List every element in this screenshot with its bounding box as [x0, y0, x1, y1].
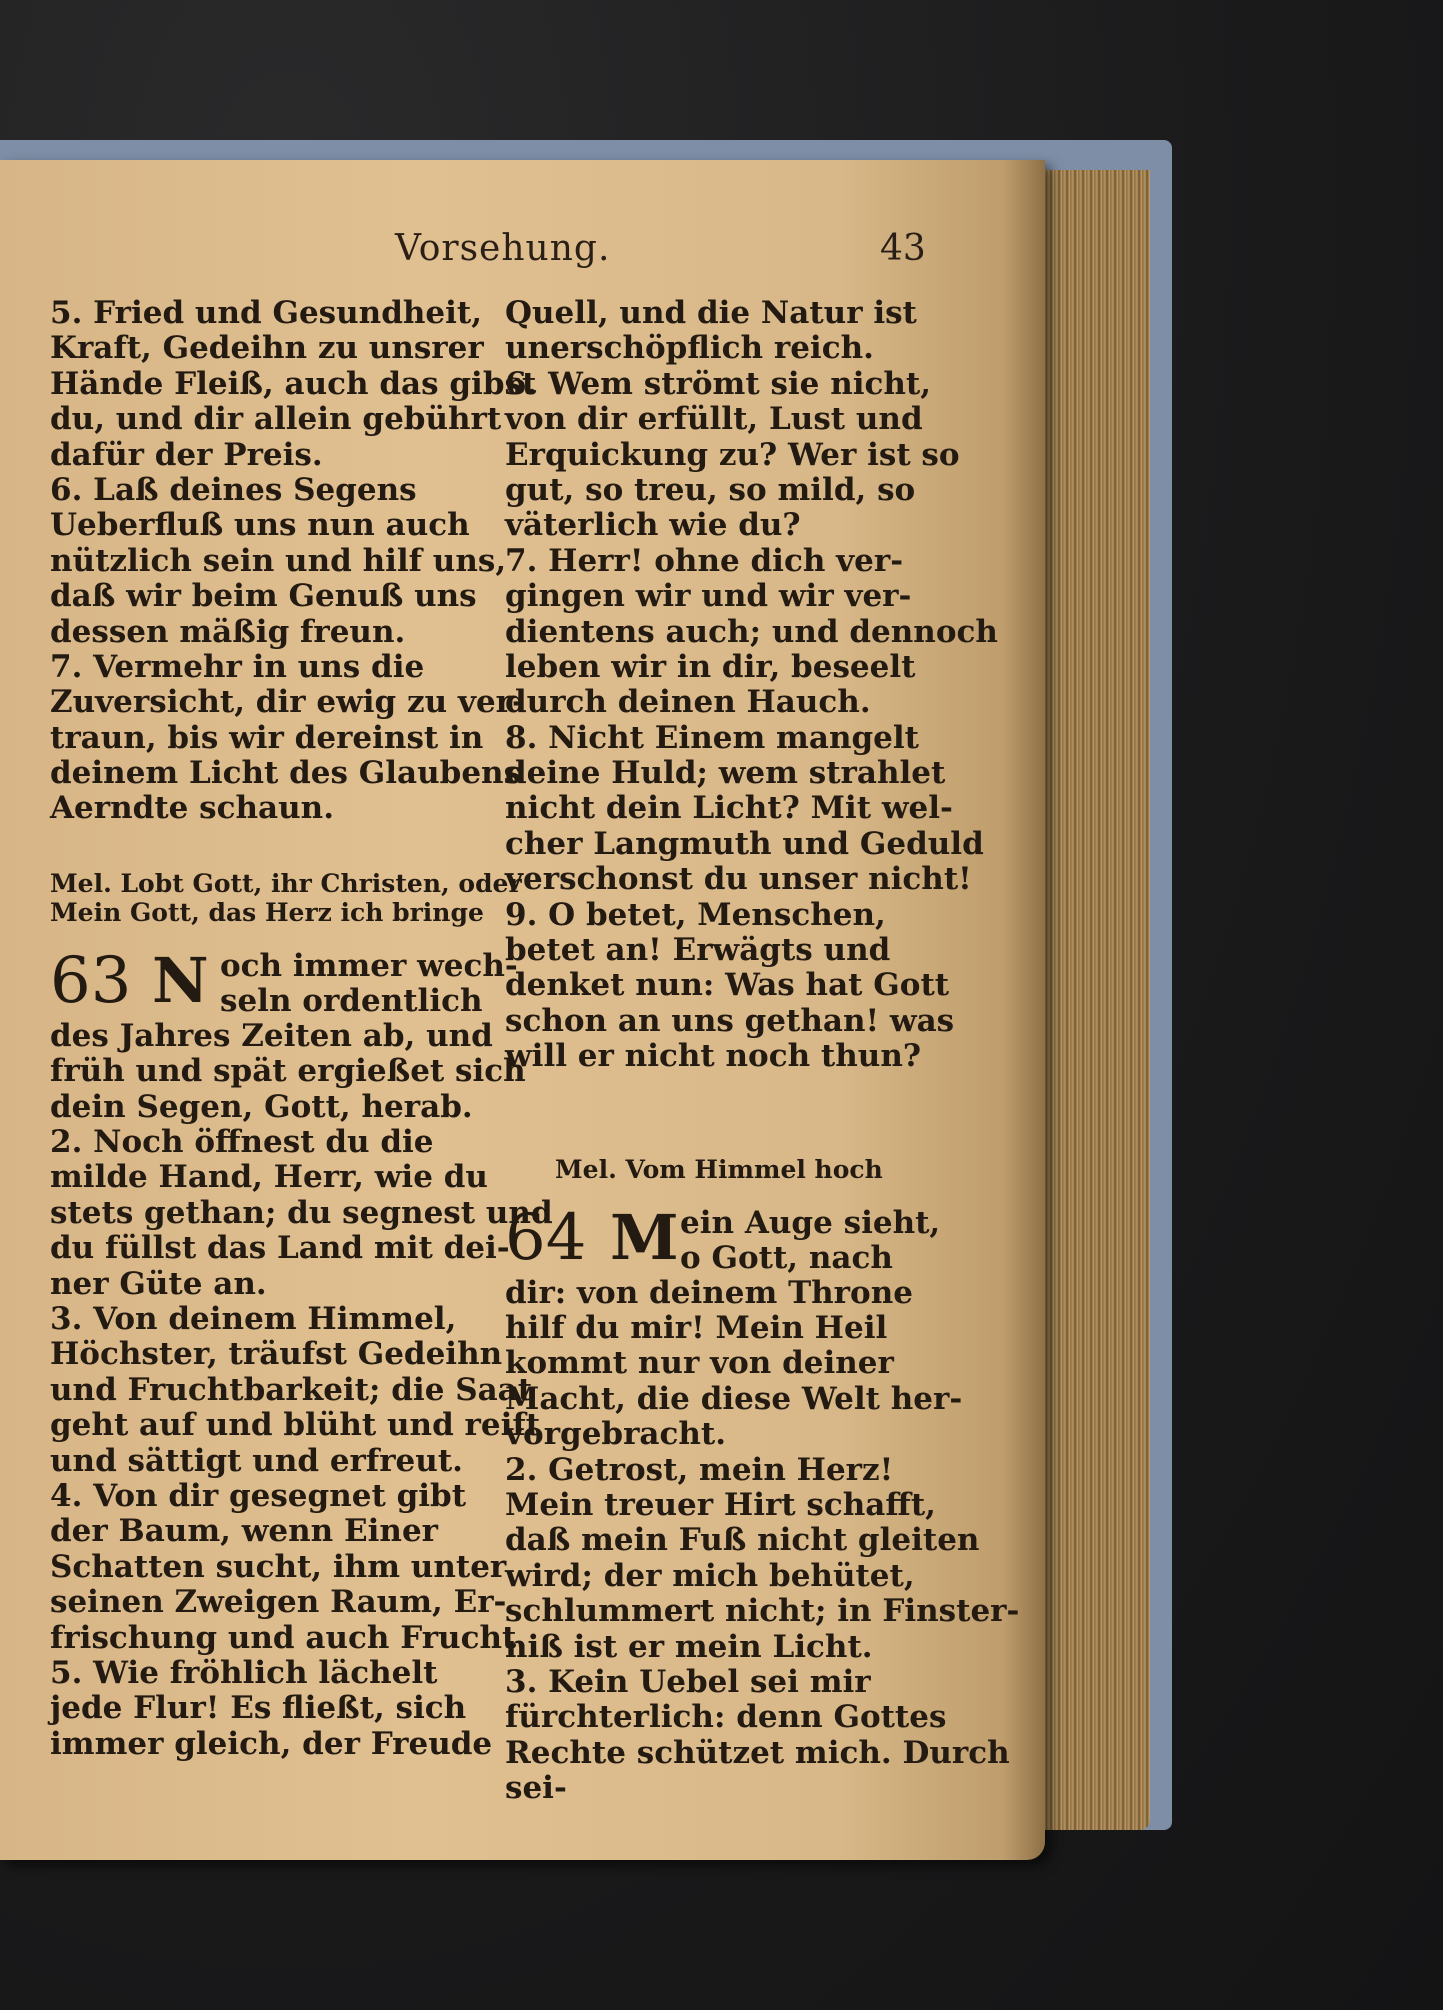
left-verses-top [50, 295, 537, 827]
text-line: schlummert nicht; in Finster- [505, 1593, 1020, 1630]
text-line: des Jahres Zeiten ab, und [50, 1017, 493, 1054]
text-line: ner Güte an. [50, 1265, 267, 1302]
text-line: von dir erfüllt, Lust und [505, 401, 923, 438]
text-line: sei- [505, 1770, 567, 1807]
text-line: traun, bis wir dereinst in [50, 719, 484, 756]
drop-initial: M [610, 1200, 679, 1274]
text-line: cher Langmuth und Geduld [505, 825, 984, 862]
hymn-63-opening [50, 943, 518, 1020]
drop-initial: N [152, 943, 209, 1017]
text-line: Hände Fleiß, auch das gibst [50, 365, 537, 402]
text-line: 3. Von deinem Himmel, [50, 1300, 457, 1337]
text-line: wird; der mich behütet, [505, 1557, 915, 1594]
hymn-number: 63 [50, 943, 132, 1018]
text-line: Quell, und die Natur ist [505, 295, 917, 331]
text-line: verschonst du unser nicht! [505, 861, 972, 898]
text-line: durch deinen Hauch. [505, 684, 871, 721]
page-number: 43 [880, 228, 926, 269]
text-line: nützlich sein und hilf uns, [50, 542, 507, 579]
text-line: daß mein Fuß nicht gleiten [505, 1522, 980, 1559]
text-line: 9. O betet, Menschen, [505, 896, 886, 933]
text-line: 7. Vermehr in uns die [50, 648, 425, 685]
text-line: Zuversicht, dir ewig zu ver- [50, 684, 525, 721]
melody-line: Mein Gott, das Herz ich bringe [50, 897, 484, 927]
text-line: nicht dein Licht? Mit wel- [505, 790, 953, 827]
text-line: Höchster, träufst Gedeihn [50, 1336, 503, 1373]
text-line: o Gott, nach [680, 1239, 893, 1276]
text-line: 5. Wie fröhlich lächelt [50, 1654, 438, 1691]
text-line: Macht, die diese Welt her- [505, 1380, 963, 1417]
text-line: Erquickung zu? Wer ist so [505, 436, 960, 473]
text-line: schon an uns gethan! was [505, 1002, 955, 1039]
text-line: 6. Wem strömt sie nicht, [505, 365, 932, 402]
text-line: väterlich wie du? [505, 507, 801, 544]
text-line: milde Hand, Herr, wie du [50, 1159, 488, 1196]
text-line: deinem Licht des Glaubens [50, 755, 522, 792]
text-line: unerschöpflich reich. [505, 330, 874, 367]
text-line: kommt nur von deiner [505, 1345, 894, 1382]
text-line: und Fruchtbarkeit; die Saat [50, 1371, 533, 1408]
text-line: 2. Noch öffnest du die [50, 1124, 434, 1161]
text-line: ein Auge sieht, [680, 1204, 941, 1241]
text-line: vorgebracht. [505, 1416, 727, 1453]
text-line: jede Flur! Es fließt, sich [50, 1690, 467, 1727]
text-line: du füllst das Land mit dei- [50, 1230, 510, 1267]
text-line: niß ist er mein Licht. [505, 1628, 873, 1665]
text-line: seln ordentlich [220, 983, 483, 1020]
text-line: 7. Herr! ohne dich ver- [505, 542, 904, 579]
text-line: 4. Von dir gesegnet gibt [50, 1477, 467, 1514]
text-line: und sättigt und erfreut. [50, 1442, 463, 1479]
right-column [505, 295, 1020, 1807]
text-line: gut, so treu, so mild, so [505, 471, 916, 508]
text-line: denket nun: Was hat Gott [505, 967, 950, 1004]
text-line: geht auf und blüht und reift [50, 1407, 541, 1444]
text-line: stets gethan; du segnest und [50, 1194, 553, 1231]
text-line: Mein treuer Hirt schafft, [505, 1486, 936, 1523]
hymn-number: 64 [505, 1200, 587, 1275]
text-line: 5. Fried und Gesundheit, [50, 295, 483, 331]
right-verses-top [505, 295, 998, 1075]
text-line: 3. Kein Uebel sei mir [505, 1663, 871, 1700]
text-line: du, und dir allein gebührt [50, 401, 502, 438]
text-line: Schatten sucht, ihm unter [50, 1548, 507, 1585]
text-line: hilf du mir! Mein Heil [505, 1309, 888, 1346]
text-line: dir: von deinem Throne [505, 1274, 913, 1311]
text-line: will er nicht noch thun? [505, 1038, 922, 1075]
text-line: Ueberfluß uns nun auch [50, 507, 470, 544]
text-line: frischung und auch Frucht. [50, 1619, 528, 1656]
hymn-64-opening [505, 1200, 941, 1276]
text-line: Aerndte schaun. [50, 790, 334, 827]
text-line: Kraft, Gedeihn zu unsrer [50, 330, 484, 367]
text-line: fürchterlich: denn Gottes [505, 1699, 947, 1736]
text-line: 8. Nicht Einem mangelt [505, 719, 919, 756]
text-line: dein Segen, Gott, herab. [50, 1088, 473, 1125]
text-line: der Baum, wenn Einer [50, 1513, 439, 1550]
text-line: früh und spät ergießet sich [50, 1053, 526, 1090]
page-edges [1030, 170, 1150, 1830]
text-line: dessen mäßig freun. [50, 613, 406, 650]
text-line: immer gleich, der Freude [50, 1725, 493, 1762]
text-line: betet an! Erwägts und [505, 932, 891, 969]
melody-line: Mel. Lobt Gott, ihr Christen, oder [50, 868, 522, 898]
running-head-title: Vorsehung. [395, 228, 611, 269]
right-verses-bottom [505, 1274, 1020, 1807]
text-line: dafür der Preis. [50, 436, 323, 473]
text-line: 2. Getrost, mein Herz! [505, 1451, 894, 1488]
text-line: leben wir in dir, beseelt [505, 648, 916, 685]
text-line: 6. Laß deines Segens [50, 471, 417, 508]
text-line: daß wir beim Genuß uns [50, 578, 477, 615]
text-line: seinen Zweigen Raum, Er- [50, 1584, 507, 1621]
text-line: och immer wech- [220, 947, 518, 984]
text-line: gingen wir und wir ver- [505, 578, 912, 615]
melody-line: Mel. Vom Himmel hoch [555, 1154, 883, 1184]
text-line: dientens auch; und dennoch [505, 613, 998, 650]
text-line: deine Huld; wem strahlet [505, 755, 946, 792]
text-line: Rechte schützet mich. Durch [505, 1734, 1010, 1771]
